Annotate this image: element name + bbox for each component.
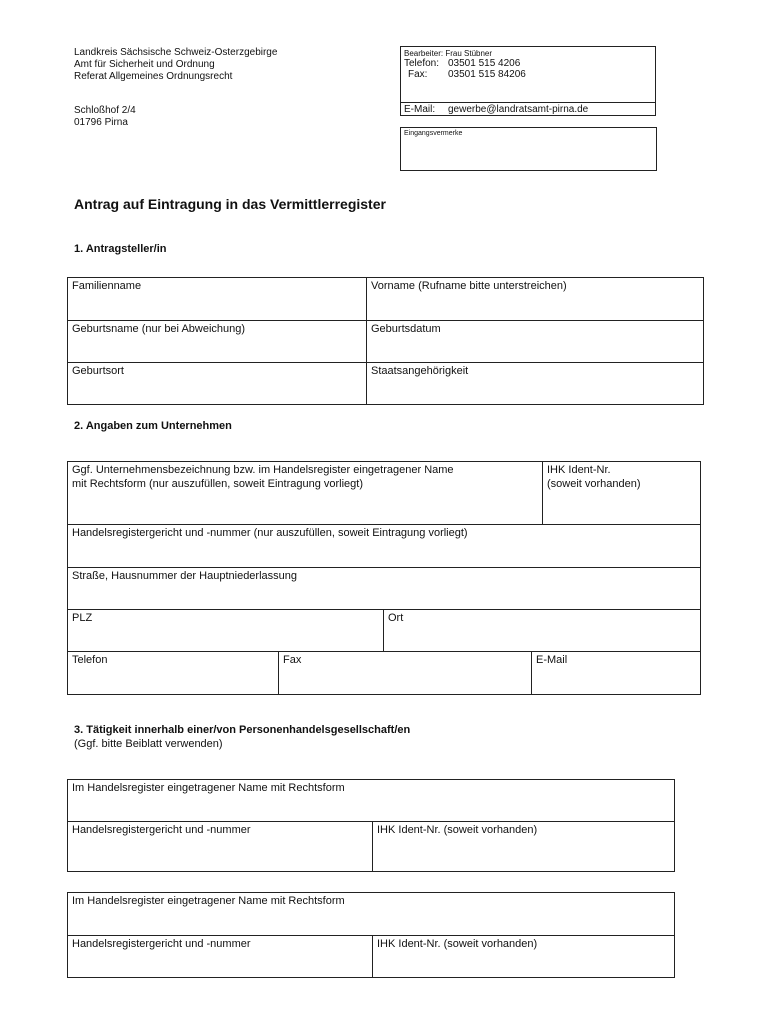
partnership-2-handelsregister-label: Handelsregistergericht und -nummer (72, 938, 251, 950)
ihk-ident-label-2: (soweit vorhanden) (547, 478, 641, 490)
contact-email: gewerbe@landratsamt-pirna.de (448, 104, 589, 115)
familienname-field[interactable] (68, 278, 367, 321)
partnership-1-handelsregister-label: Handelsregistergericht und -nummer (72, 824, 251, 836)
contact-bearbeiter: Bearbeiter: Frau Stübner (404, 49, 493, 58)
partnership-table-2 (67, 892, 675, 978)
sender-city: 01796 Pirna (74, 117, 128, 128)
fax-label: Fax (283, 654, 302, 666)
familienname-label: Familienname (72, 280, 142, 292)
strasse-label: Straße, Hausnummer der Hauptniederlassung (72, 570, 298, 582)
eingangsvermerke-box (400, 127, 657, 171)
contact-telefon: 03501 515 4206 (448, 58, 521, 69)
contact-email-label: E-Mail: (404, 104, 436, 115)
partnership-2-ihk-field[interactable] (373, 936, 675, 978)
partnership-2-ihk-label: IHK Ident-Nr. (soweit vorhanden) (377, 938, 538, 950)
telefon-field[interactable] (68, 652, 279, 695)
geburtsdatum-label: Geburtsdatum (371, 323, 441, 335)
geburtsname-field[interactable] (68, 321, 367, 363)
plz-field[interactable] (68, 610, 384, 652)
plz-label: PLZ (72, 612, 93, 624)
sender-line-1: Landkreis Sächsische Schweiz-Osterzgebirge (74, 47, 278, 58)
staatsangehoerigkeit-field[interactable] (367, 363, 704, 405)
applicant-table (67, 277, 704, 405)
geburtsname-label: Geburtsname (nur bei Abweichung) (72, 323, 246, 335)
contact-telefon-label: Telefon: (404, 58, 440, 69)
sender-street: Schloßhof 2/4 (74, 105, 136, 116)
contact-telefon-row (404, 58, 520, 70)
partnership-1-name-field[interactable] (68, 780, 675, 822)
eingangsvermerke-label: Eingangsvermerke (404, 130, 463, 137)
contact-fax-row (404, 69, 526, 81)
unternehmensbezeichnung-label-2: mit Rechtsform (nur auszufüllen, soweit Eintragung vorliegt) (72, 478, 364, 490)
staatsangehoerigkeit-label: Staatsangehörigkeit (371, 365, 469, 377)
partnership-2-name-label: Im Handelsregister eingetragener Name mit Rechtsform (72, 895, 345, 907)
contact-box (400, 46, 656, 116)
geburtsort-field[interactable] (68, 363, 367, 405)
partnership-1-ihk-label: IHK Ident-Nr. (soweit vorhanden) (377, 824, 538, 836)
sender-line-3: Referat Allgemeines Ordnungsrecht (74, 71, 233, 82)
vorname-field[interactable] (367, 278, 704, 321)
sender-address (74, 47, 277, 129)
geburtsort-label: Geburtsort (72, 365, 124, 377)
partnership-1-handelsregister-field[interactable] (68, 822, 373, 872)
handelsregister-label: Handelsregistergericht und -nummer (nur auszufüllen, soweit Eintragung vorliegt) (72, 527, 468, 539)
vorname-label: Vorname (Rufname bitte unterstreichen) (371, 280, 567, 292)
company-table-2 (67, 609, 701, 652)
fax-field[interactable] (279, 652, 532, 695)
section-3-heading: 3. Tätigkeit innerhalb einer/von Personenhandelsgesellschaft/en (74, 724, 411, 736)
contact-divider (401, 102, 655, 103)
ihk-ident-field[interactable] (543, 462, 701, 525)
page-title: Antrag auf Eintragung in das Vermittlerregister (74, 196, 386, 212)
unternehmensbezeichnung-label-1: Ggf. Unternehmensbezeichnung bzw. im Handelsregister eingetragener Name (72, 464, 454, 476)
section-3-note: (Ggf. bitte Beiblatt verwenden) (74, 738, 223, 750)
partnership-table-1 (67, 779, 675, 872)
sender-line-2: Amt für Sicherheit und Ordnung (74, 59, 215, 70)
strasse-field[interactable] (68, 568, 701, 610)
ihk-ident-label-1: IHK Ident-Nr. (547, 464, 611, 476)
email-field[interactable] (532, 652, 701, 695)
ort-field[interactable] (384, 610, 701, 652)
section-2-heading: 2. Angaben zum Unternehmen (74, 420, 232, 432)
geburtsdatum-field[interactable] (367, 321, 704, 363)
contact-fax: 03501 515 84206 (448, 69, 526, 80)
contact-email-row (404, 104, 588, 116)
section-1-heading: 1. Antragsteller/in (74, 243, 167, 255)
ort-label: Ort (388, 612, 404, 624)
partnership-2-handelsregister-field[interactable] (68, 936, 373, 978)
contact-fax-label: Fax: (408, 69, 428, 80)
partnership-1-name-label: Im Handelsregister eingetragener Name mit Rechtsform (72, 782, 345, 794)
unternehmensbezeichnung-field[interactable] (68, 462, 543, 525)
handelsregister-field[interactable] (68, 525, 701, 568)
telefon-label: Telefon (72, 654, 108, 666)
email-label: E-Mail (536, 654, 568, 666)
partnership-1-ihk-field[interactable] (373, 822, 675, 872)
company-table-1 (67, 461, 701, 610)
company-table-3 (67, 651, 701, 695)
partnership-2-name-field[interactable] (68, 893, 675, 936)
